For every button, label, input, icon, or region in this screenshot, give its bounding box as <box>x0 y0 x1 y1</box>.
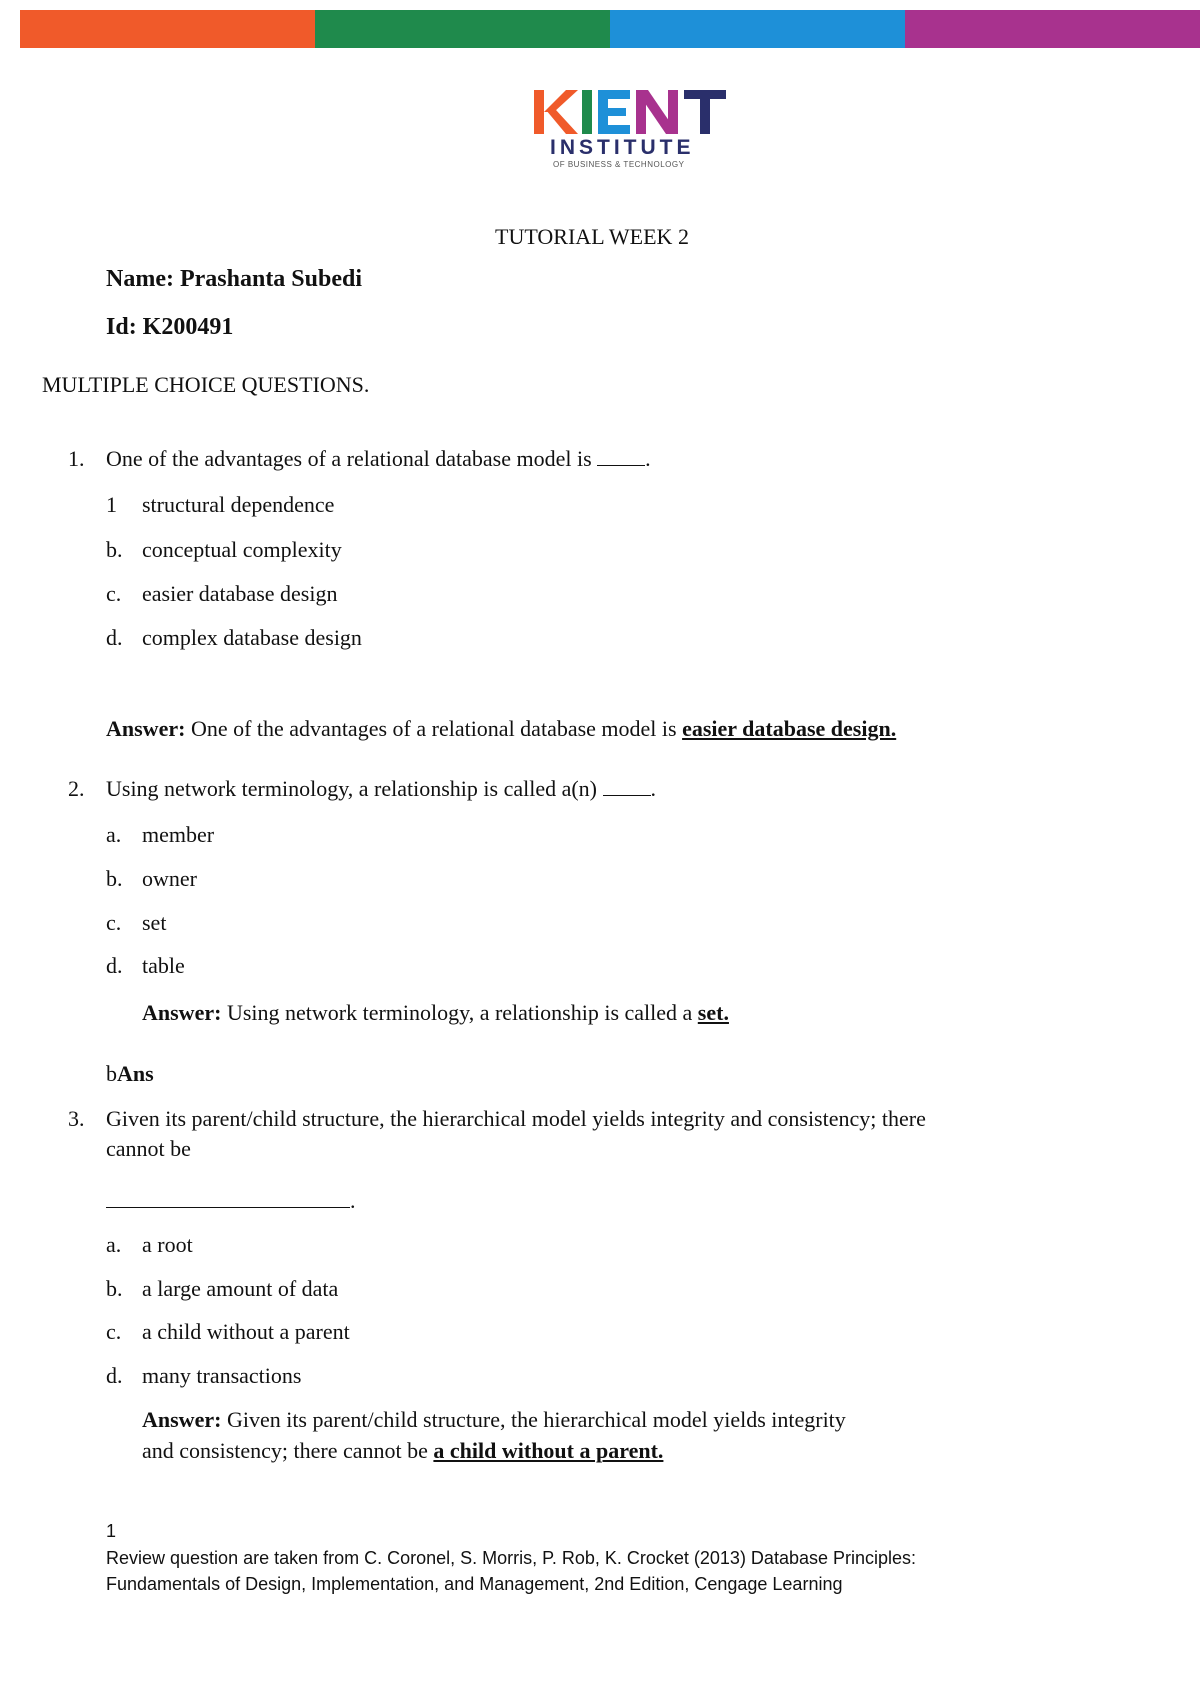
logo-tagline: OF BUSINESS & TECHNOLOGY <box>553 160 685 169</box>
option-label: b. <box>106 866 123 891</box>
header-color-bar <box>20 10 1200 48</box>
option-text: a child without a parent <box>142 1319 350 1344</box>
option-label: b. <box>106 1276 123 1301</box>
question-number: 2. <box>68 776 85 801</box>
answer-text: One of the advantages of a relational database model is <box>190 716 677 741</box>
option-label: d. <box>106 953 123 978</box>
kent-wordmark-logo <box>532 88 752 138</box>
section-heading: MULTIPLE CHOICE QUESTIONS. <box>42 372 370 397</box>
answer-line-2 <box>142 1438 663 1464</box>
option-label: c. <box>106 910 122 935</box>
student-id: Id: K200491 <box>106 314 234 340</box>
question-text-line-2: cannot be <box>106 1136 191 1161</box>
option-text: owner <box>142 866 197 891</box>
color-bar-blue <box>610 10 905 48</box>
answer-emphasis: set. <box>697 1000 729 1025</box>
option-text: member <box>142 822 215 847</box>
answer-line <box>106 716 896 742</box>
option-text: a large amount of data <box>142 1276 339 1301</box>
question-number: 3. <box>68 1106 85 1131</box>
option-label: d. <box>106 1363 123 1388</box>
option-text: a root <box>142 1232 193 1257</box>
option-text: complex database design <box>142 625 362 650</box>
color-bar-purple <box>905 10 1200 48</box>
answer-emphasis: easier database design. <box>682 716 897 741</box>
color-bar-green <box>315 10 610 48</box>
question-text-line-1: Given its parent/child structure, the hierarchical model yields integrity and consistency; there <box>106 1106 926 1131</box>
answer-text: Given its parent/child structure, the hierarchical model yields integrity <box>226 1407 846 1432</box>
option-label: a. <box>106 822 122 847</box>
answer-text: Using network terminology, a relationship is called a <box>226 1000 693 1025</box>
answer-text: and consistency; there cannot be <box>142 1438 428 1463</box>
answer-emphasis: a child without a parent. <box>433 1438 664 1463</box>
answer-label: Answer: <box>106 716 186 741</box>
option-label: d. <box>106 625 123 650</box>
answer-line <box>142 1000 729 1026</box>
question-number: 1. <box>68 446 85 471</box>
question-text: One of the advantages of a relational database model is . <box>106 446 651 471</box>
option-text: set <box>142 910 167 935</box>
option-label: b. <box>106 537 123 562</box>
option-text: easier database design <box>142 581 338 606</box>
stray-text: bAns <box>106 1061 154 1086</box>
footnote-marker: 1 <box>106 1521 117 1541</box>
student-name: Name: Prashanta Subedi <box>106 266 363 292</box>
logo-subtitle: INSTITUTE <box>550 136 695 159</box>
option-text: many transactions <box>142 1363 302 1388</box>
document-title: TUTORIAL WEEK 2 <box>495 224 689 249</box>
answer-label: Answer: <box>142 1000 222 1025</box>
citation-line-1: Review question are taken from C. Coronel, S. Morris, P. Rob, K. Crocket (2013) Database Principles: <box>106 1548 917 1568</box>
option-label: a. <box>106 1232 122 1257</box>
answer-label: Answer: <box>142 1407 222 1432</box>
color-bar-orange <box>20 10 315 48</box>
option-text: conceptual complexity <box>142 537 342 562</box>
option-label: c. <box>106 1319 122 1344</box>
question-text: Using network terminology, a relationship is called a(n) . <box>106 776 657 801</box>
citation-line-2: Fundamentals of Design, Implementation, and Management, 2nd Edition, Cengage Learning <box>106 1574 843 1594</box>
option-label: 1 <box>106 492 117 517</box>
option-label: c. <box>106 581 122 606</box>
option-text: structural dependence <box>142 492 335 517</box>
answer-line-1 <box>142 1407 846 1433</box>
option-text: table <box>142 953 185 978</box>
answer-blank: . <box>106 1188 356 1214</box>
